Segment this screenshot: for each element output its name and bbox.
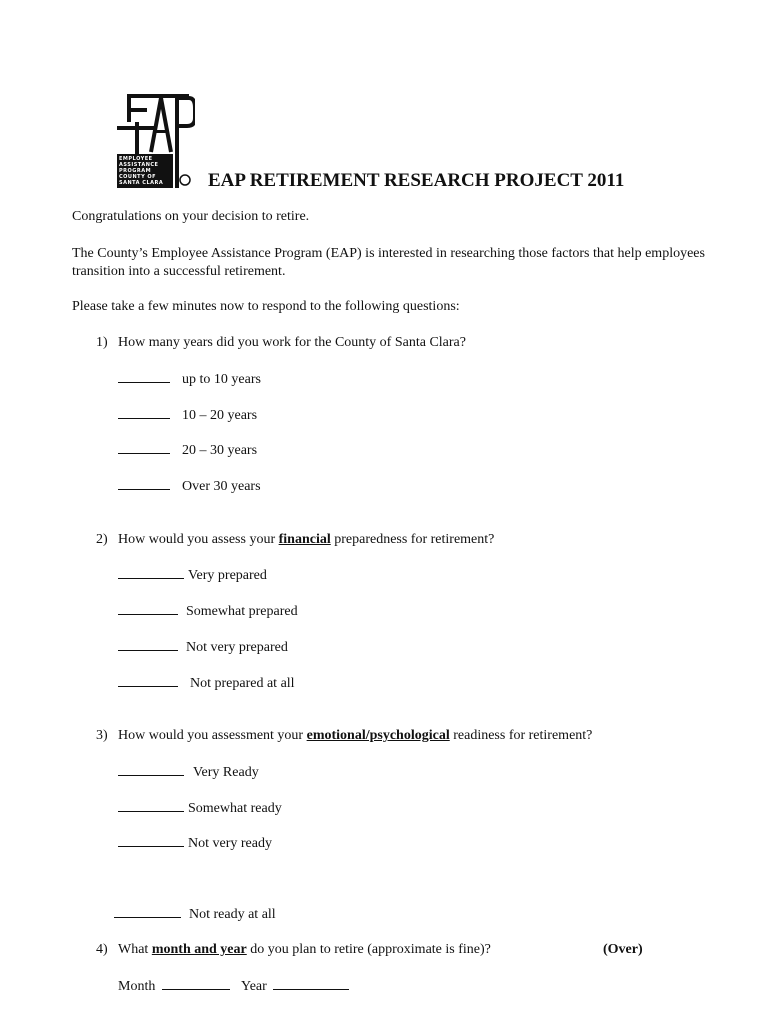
q1-option[interactable]: Over 30 years: [118, 477, 261, 496]
intro-congrats: Congratulations on your decision to retire.: [72, 209, 310, 224]
q3-text: How would you assessment your emotional/psychological readiness for retirement?: [118, 728, 593, 743]
intro-instructions: Please take a few minutes now to respond to the following questions:: [72, 299, 460, 314]
q3-option[interactable]: Somewhat ready: [118, 799, 282, 818]
q3-option[interactable]: Not very ready: [118, 834, 272, 853]
answer-blank[interactable]: [118, 834, 184, 847]
logo-line: EMPLOYEE: [119, 156, 153, 162]
month-blank[interactable]: [162, 977, 230, 990]
q4-number: 4): [96, 942, 108, 957]
answer-blank[interactable]: [118, 638, 178, 651]
logo-line: SANTA CLARA: [119, 180, 164, 186]
intro-purpose: The County’s Employee Assistance Program (EAP) is interested in researching those factors that help employees transition into a successful retirement.: [72, 246, 705, 279]
logo-line: COUNTY OF: [119, 174, 157, 180]
q2-text: How would you assess your financial preparedness for retirement?: [118, 532, 495, 547]
page-title: EAP RETIREMENT RESEARCH PROJECT 2011: [208, 170, 625, 191]
answer-blank[interactable]: [118, 406, 170, 419]
logo-line: ASSISTANCE: [119, 162, 159, 168]
q1-option[interactable]: 10 – 20 years: [118, 406, 257, 425]
year-blank[interactable]: [273, 977, 349, 990]
over-label: (Over): [603, 942, 643, 957]
q3-option[interactable]: Very Ready: [118, 763, 259, 782]
q2-option[interactable]: Very prepared: [118, 566, 267, 585]
q2-option[interactable]: Not very prepared: [118, 638, 288, 657]
q2-number: 2): [96, 532, 108, 547]
answer-blank[interactable]: [118, 566, 184, 579]
q1-number: 1): [96, 335, 108, 350]
q3-emphasis: emotional/psychological: [306, 728, 450, 743]
month-label: Month: [118, 979, 156, 994]
q2-option[interactable]: Not prepared at all: [118, 674, 295, 693]
q1-option[interactable]: up to 10 years: [118, 370, 261, 389]
q2-option[interactable]: Somewhat prepared: [118, 602, 298, 621]
logo-line: PROGRAM: [119, 168, 152, 174]
answer-blank[interactable]: [118, 477, 170, 490]
answer-blank[interactable]: [118, 763, 184, 776]
answer-blank[interactable]: [118, 602, 178, 615]
answer-blank[interactable]: [118, 674, 178, 687]
q4-text: What month and year do you plan to retire (approximate is fine)?: [118, 942, 491, 957]
answer-blank[interactable]: [118, 441, 170, 454]
q4-emphasis: month and year: [151, 942, 247, 957]
answer-blank[interactable]: [118, 370, 170, 383]
year-label: Year: [241, 979, 267, 994]
eap-logo-icon: [117, 92, 195, 188]
q2-emphasis: financial: [278, 532, 331, 547]
q4-month-field[interactable]: [118, 977, 230, 996]
q3-option[interactable]: Not ready at all: [114, 905, 276, 924]
q1-text: How many years did you work for the County of Santa Clara?: [118, 335, 466, 350]
q1-option[interactable]: 20 – 30 years: [118, 441, 257, 460]
answer-blank[interactable]: [118, 799, 184, 812]
q4-year-field[interactable]: [241, 977, 349, 996]
q3-number: 3): [96, 728, 108, 743]
answer-blank[interactable]: [114, 905, 181, 918]
